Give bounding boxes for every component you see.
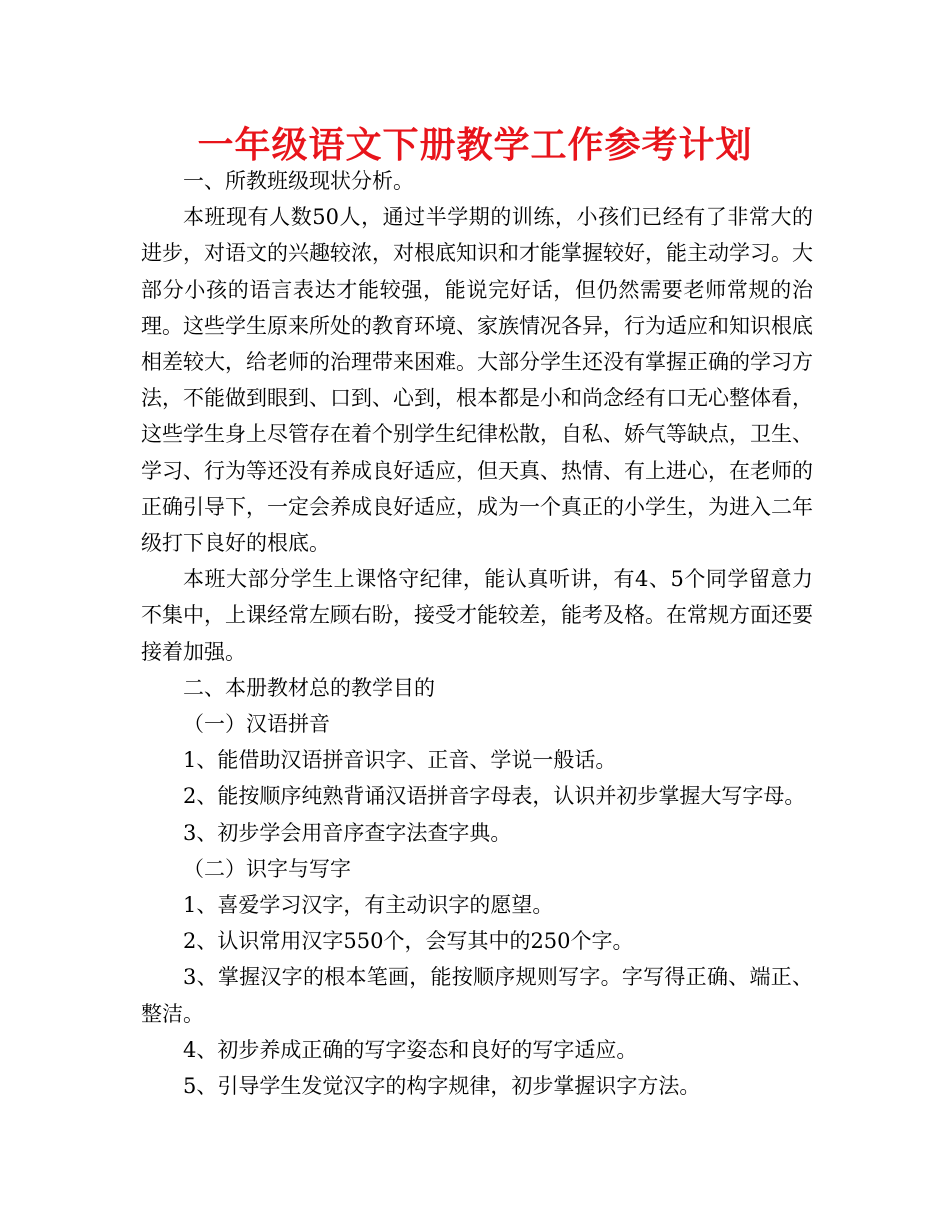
list-item: 1、能借助汉语拼音识字、正音、学说一般话。: [183, 748, 617, 773]
list-item: 5、引导学生发觉汉字的构字规律，初步掌握识字方法。: [183, 1074, 701, 1099]
list-item: 2、认识常用汉字550个，会写其中的250个字。: [183, 929, 634, 954]
list-item: 1、喜爱学习汉字，有主动识字的愿望。: [183, 893, 554, 918]
paragraph: 本班现有人数50人，通过半学期的训练，小孩们已经有了非常大的进步，对语文的兴趣较浓，对根底知识和才能掌握较好，能主动学习。大部分小孩的语言表达才能较强，能说完好话，但仍然需要老师常规的治理。这些学生原来所处的教育环境、家族情况各异，行为适应和知识根底相差较大，给老师的治理带来困难。大部分学生还没有掌握正确的学习方法，不能做到眼到、口到、心到，根本都是小和尚念经有口无心整体看，这些学生身上尽管存在着个别学生纪律松散，自私、娇气等缺点，卫生、学习、行为等还没有养成良好适应，但天真、热情、有上进心，在老师的正确引导下，一定会养成良好适应，成为一个真正的小学生，为进入二年级打下良好的根底。: [141, 205, 813, 556]
document-body: [141, 163, 813, 1104]
section-heading: 二、本册教材总的教学目的: [183, 675, 435, 700]
paragraph: 本班大部分学生上课恪守纪律，能认真听讲，有4、5个同学留意力不集中，上课经常左顾右盼，接受才能较差，能考及格。在常规方面还要接着加强。: [141, 567, 813, 664]
section-heading: 一、所教班级现状分析。: [183, 169, 414, 193]
list-item: 3、初步学会用音序查字法查字典。: [183, 820, 512, 845]
list-item: 4、初步养成正确的写字姿态和良好的写字适应。: [183, 1037, 638, 1062]
subsection-heading: （一）汉语拼音: [183, 712, 330, 737]
subsection-heading: （二）识字与写字: [183, 856, 351, 881]
document-title: 一年级语文下册教学工作参考计划: [197, 125, 753, 166]
list-item: 2、能按顺序纯熟背诵汉语拼音字母表，认识并初步掌握大写字母。: [183, 784, 806, 809]
list-item: 3、掌握汉字的根本笔画，能按顺序规则写字。字写得正确、端正、整洁。: [141, 965, 813, 1026]
